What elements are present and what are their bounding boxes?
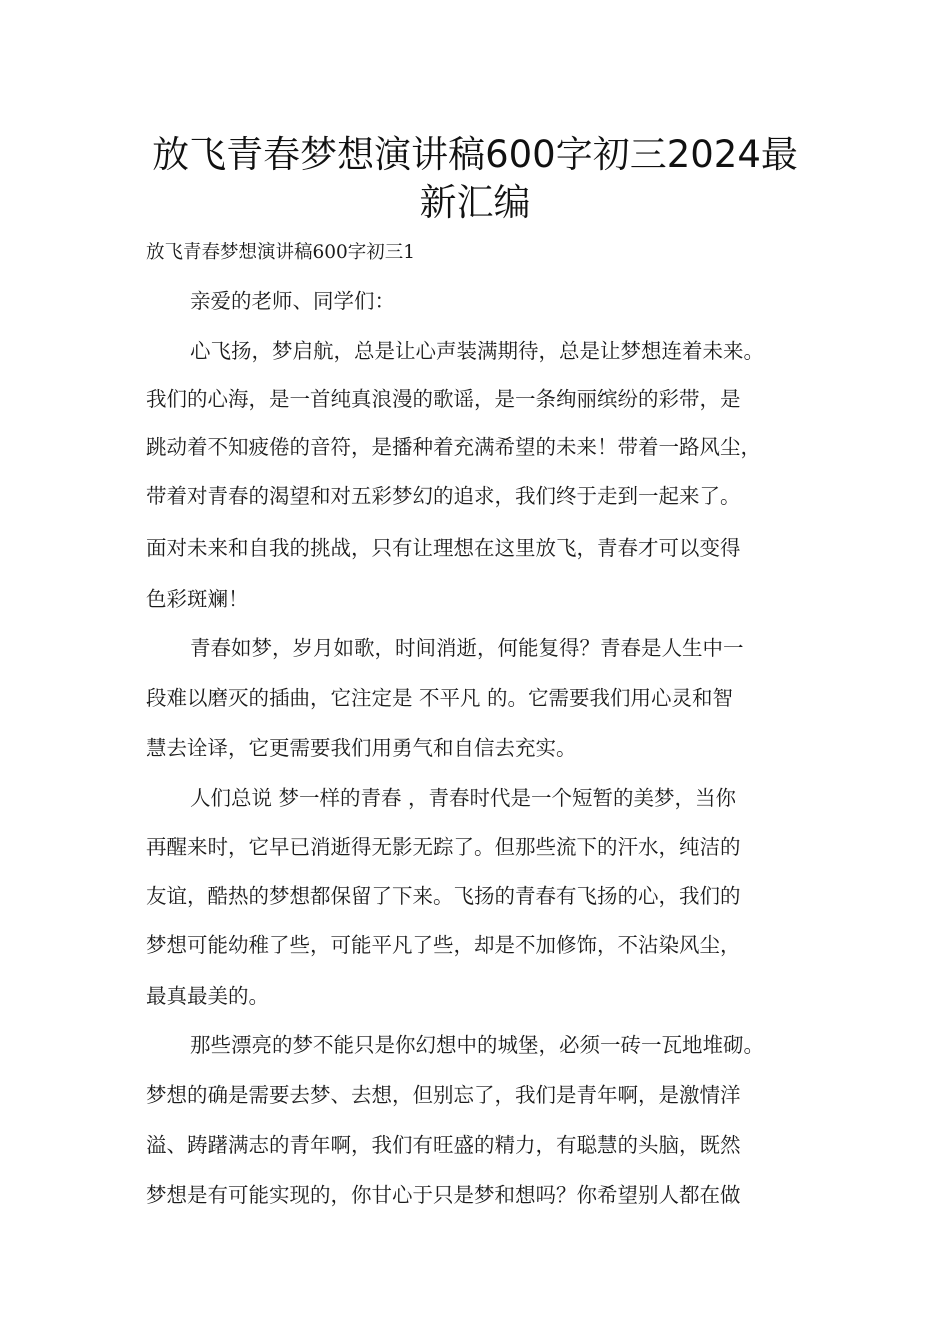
paragraph-line: 慧去诠译，它更需要我们用勇气和自信去充实。 xyxy=(146,736,577,760)
paragraph-line: 溢、踌躇满志的青年啊，我们有旺盛的精力，有聪慧的头脑，既然 xyxy=(146,1133,741,1157)
paragraph-line: 梦想是有可能实现的，你甘心于只是梦和想吗？你希望别人都在做 xyxy=(146,1183,741,1207)
paragraph-line: 我们的心海，是一首纯真浪漫的歌谣，是一条绚丽缤纷的彩带，是 xyxy=(146,387,741,411)
paragraph-line: 面对未来和自我的挑战，只有让理想在这里放飞，青春才可以变得 xyxy=(146,536,741,560)
document-title-line-2: 新汇编 xyxy=(419,181,531,224)
document-title-line-1: 放飞青春梦想演讲稿600字初三2024最 xyxy=(152,133,798,176)
paragraph-line: 那些漂亮的梦不能只是你幻想中的城堡，必须一砖一瓦地堆砌。 xyxy=(190,1033,764,1057)
paragraph-line: 最真最美的。 xyxy=(146,984,269,1008)
salutation: 亲爱的老师、同学们： xyxy=(190,289,395,313)
paragraph-line: 带着对青春的渴望和对五彩梦幻的追求，我们终于走到一起来了。 xyxy=(146,484,741,508)
paragraph-line: 梦想可能幼稚了些，可能平凡了些，却是不加修饰，不沾染风尘， xyxy=(146,933,741,957)
paragraph-line: 色彩斑斓！ xyxy=(146,587,249,611)
paragraph-line: 心飞扬，梦启航，总是让心声装满期待，总是让梦想连着未来。 xyxy=(190,339,764,363)
paragraph-line: 跳动着不知疲倦的音符，是播种着充满希望的未来！带着一路风尘， xyxy=(146,435,761,459)
paragraph-line: 青春如梦，岁月如歌，时间消逝，何能复得？青春是人生中一 xyxy=(190,636,744,660)
document-subtitle: 放飞青春梦想演讲稿600字初三1 xyxy=(146,242,416,263)
paragraph-line: 再醒来时，它早已消逝得无影无踪了。但那些流下的汗水，纯洁的 xyxy=(146,835,741,859)
paragraph-line: 段难以磨灭的插曲，它注定是 不平凡 的。它需要我们用心灵和智 xyxy=(146,686,734,710)
paragraph-line: 梦想的确是需要去梦、去想，但别忘了，我们是青年啊，是激情洋 xyxy=(146,1083,741,1107)
paragraph-line: 友谊，酷热的梦想都保留了下来。飞扬的青春有飞扬的心，我们的 xyxy=(146,884,741,908)
paragraph-line: 人们总说 梦一样的青春 ，青春时代是一个短暂的美梦，当你 xyxy=(190,786,737,810)
